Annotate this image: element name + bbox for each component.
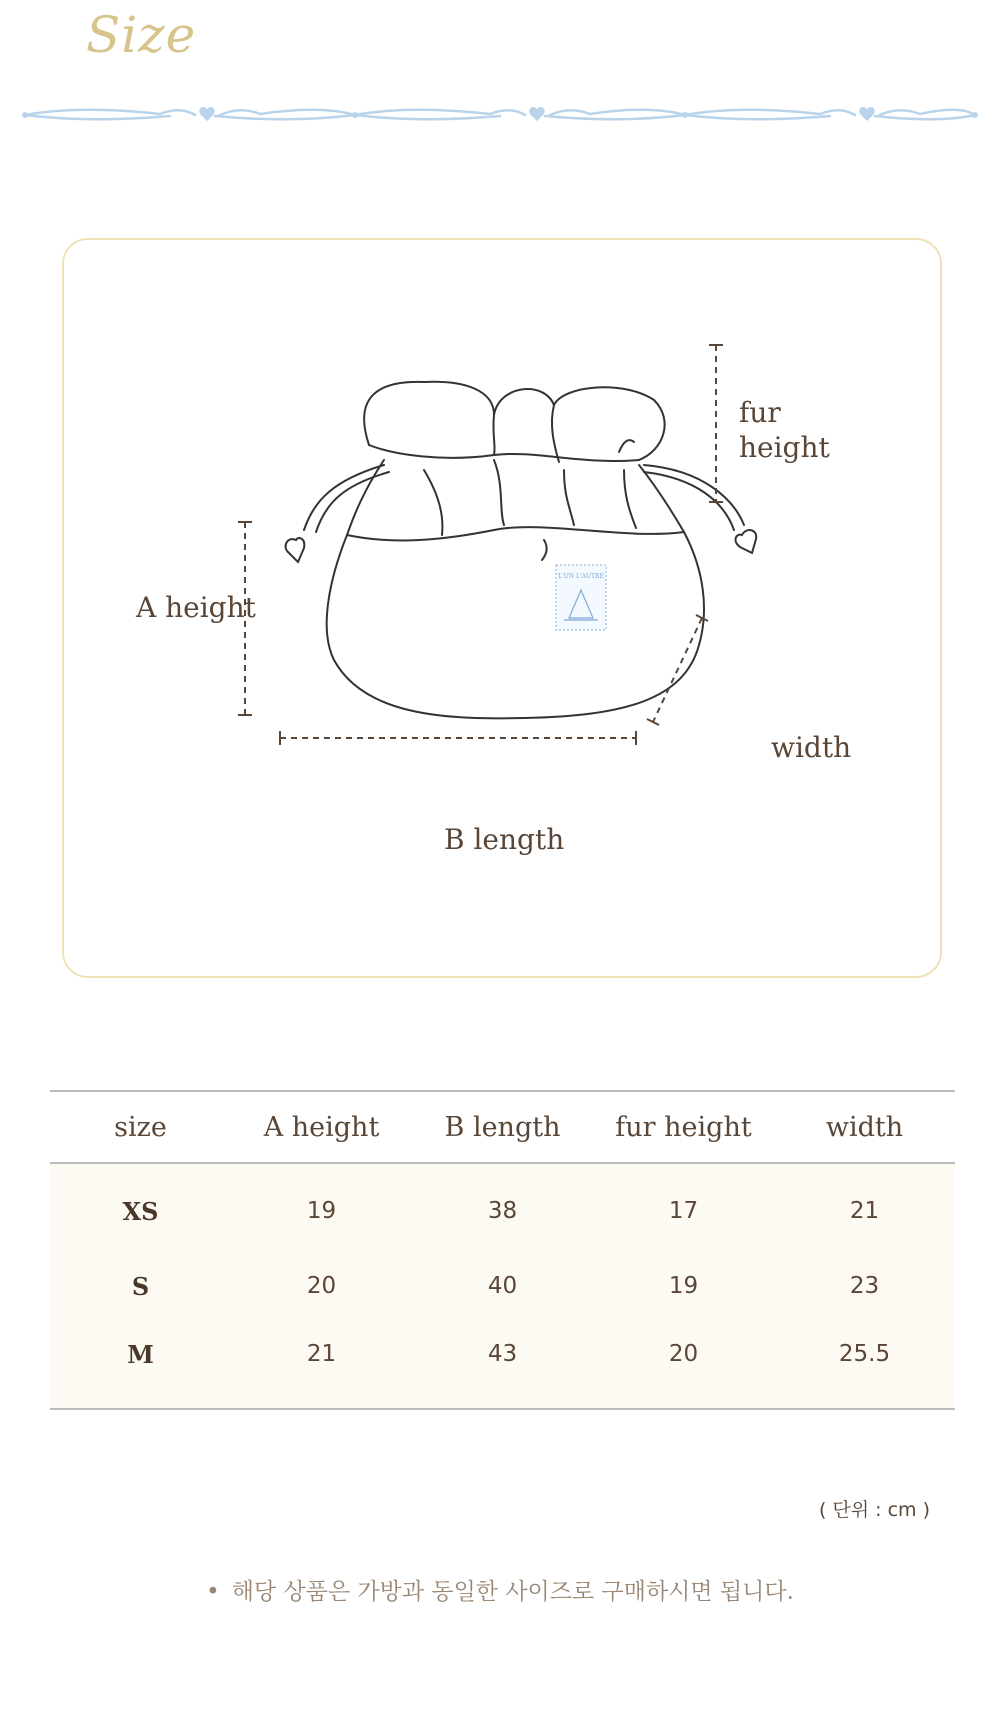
size-cell: S (131, 1271, 150, 1301)
size-cell: XS (122, 1196, 159, 1226)
size-table-wrap (50, 1090, 955, 1410)
column-header-a-height: A height (263, 1111, 380, 1143)
diagram-label-fur-height: fur height (739, 396, 830, 464)
unit-note: ( 단위 : cm ) (818, 1499, 930, 1521)
size-diagram-box (62, 238, 942, 978)
column-header-size: size (114, 1111, 167, 1143)
b-length-cell: 38 (487, 1198, 518, 1224)
size-table (50, 1090, 955, 1410)
note-item (0, 1573, 1000, 1606)
diagram-label-b-length: B length (444, 823, 565, 856)
fur-height-cell: 20 (668, 1341, 699, 1367)
size-heading: Size (86, 6, 197, 64)
table-row (50, 1327, 955, 1409)
decorative-border-ornament (20, 100, 980, 130)
svg-text:L'UN L'AUTRE: L'UN L'AUTRE (558, 573, 604, 580)
column-header-width: width (825, 1111, 904, 1143)
width-cell: 21 (849, 1198, 880, 1224)
table-header-row (50, 1091, 955, 1163)
table-row (50, 1163, 955, 1245)
a-height-cell: 21 (306, 1341, 337, 1367)
width-cell: 25.5 (838, 1341, 891, 1367)
column-header-b-length: B length (444, 1111, 561, 1143)
table-row (50, 1245, 955, 1327)
note-text: 해당 상품은 가방과 동일한 사이즈로 구매하시면 됩니다. (231, 1579, 794, 1605)
b-length-cell: 43 (487, 1341, 518, 1367)
fur-height-cell: 19 (668, 1273, 699, 1299)
diagram-label-a-height: A height (136, 591, 256, 624)
diagram-label-width: width (771, 731, 852, 764)
a-height-cell: 20 (306, 1273, 337, 1299)
width-cell: 23 (849, 1273, 880, 1299)
fur-height-cell: 17 (668, 1198, 699, 1224)
bullet-icon: • (206, 1579, 220, 1605)
b-length-cell: 40 (487, 1273, 518, 1299)
column-header-fur-height: fur height (615, 1111, 752, 1143)
size-cell: M (127, 1339, 154, 1369)
a-height-cell: 19 (306, 1198, 337, 1224)
